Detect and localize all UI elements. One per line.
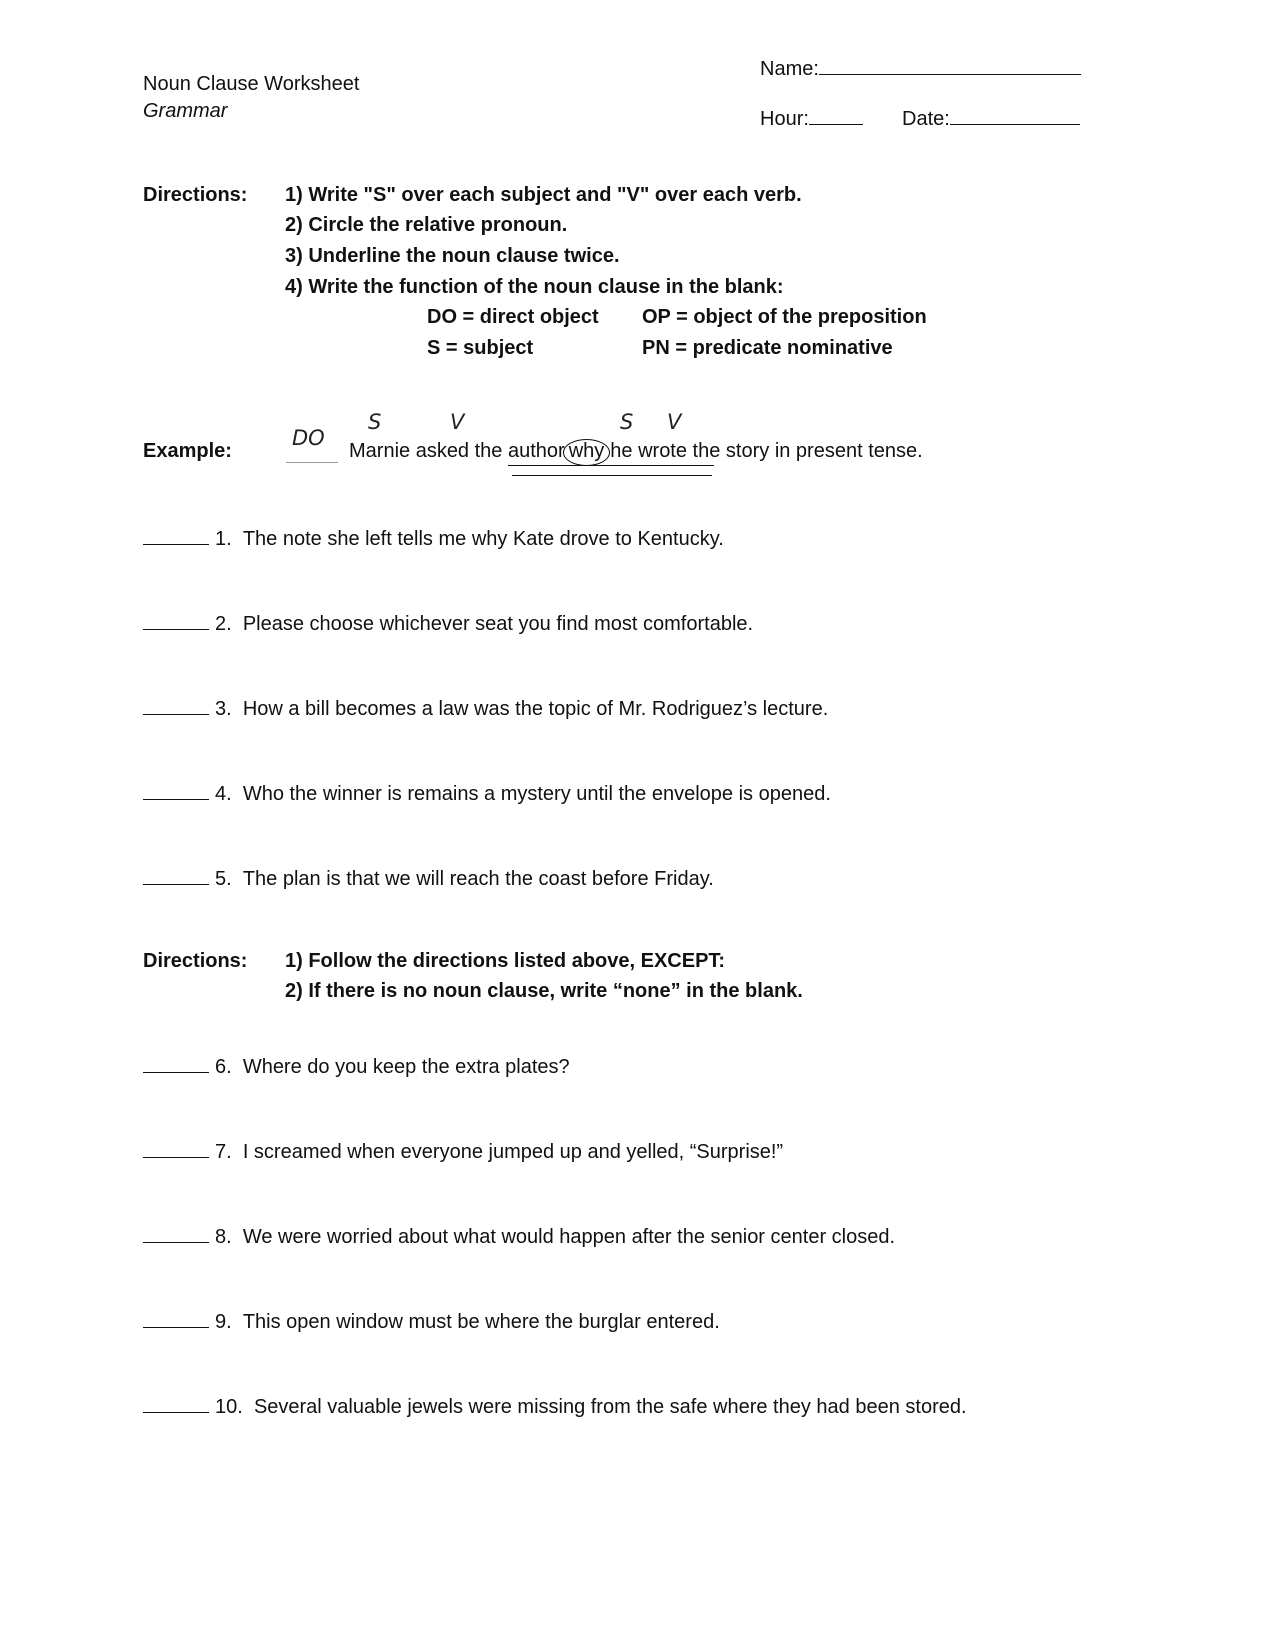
example-sentence [349, 441, 923, 466]
question-item [143, 866, 714, 889]
answer-blank[interactable] [143, 526, 209, 545]
hour-blank[interactable] [809, 106, 863, 125]
item-number: 1. [215, 528, 232, 550]
question-item [143, 1224, 895, 1247]
item-text: Several valuable jewels were missing from the safe where they had been stored. [253, 1396, 967, 1418]
item-text: The plan is that we will reach the coast before Friday. [242, 868, 714, 890]
answer-blank[interactable] [143, 1309, 209, 1328]
example-clause-end: he wrote [610, 440, 687, 462]
question-item [143, 611, 753, 634]
answer-blank[interactable] [143, 696, 209, 715]
item-text: We were worried about what would happen after the senior center closed. [242, 1226, 896, 1248]
worksheet-subtitle: Grammar [143, 100, 228, 122]
worksheet-title: Noun Clause Worksheet [143, 73, 360, 95]
question-item [143, 1139, 783, 1162]
date-label: Date: [902, 108, 950, 130]
legend-s: S = subject [427, 337, 534, 359]
legend-op: OP = object of the preposition [642, 306, 927, 328]
item-number: 2. [215, 613, 232, 635]
item-number: 4. [215, 783, 232, 805]
legend-pn: PN = predicate nominative [642, 337, 893, 359]
question-item [143, 1054, 570, 1077]
item-text: The note she left tells me why Kate drove to Kentucky. [242, 528, 724, 550]
example-subject-mark: S [620, 410, 634, 434]
item-text: This open window must be where the burglar entered. [242, 1311, 720, 1333]
hour-label: Hour: [760, 108, 809, 130]
question-item [143, 526, 724, 549]
example-underline [508, 465, 714, 466]
item-text: I screamed when everyone jumped up and yelled, “Surprise!” [242, 1141, 784, 1163]
item-number: 7. [215, 1141, 232, 1163]
example-label: Example: [143, 440, 232, 462]
direction-step: 2) Circle the relative pronoun. [285, 214, 568, 236]
answer-blank[interactable] [143, 611, 209, 630]
example-verb-mark: V [667, 410, 682, 434]
item-text: Where do you keep the extra plates? [242, 1056, 570, 1078]
question-item [143, 1309, 720, 1332]
direction-step: 1) Write "S" over each subject and "V" over each verb. [285, 184, 802, 206]
example-answer: DO [292, 426, 325, 450]
legend-do: DO = direct object [427, 306, 599, 328]
example-text-after: the story in present tense. [687, 440, 923, 462]
question-item [143, 781, 831, 804]
item-number: 6. [215, 1056, 232, 1078]
direction-step: 4) Write the function of the noun clause in the blank: [285, 276, 784, 298]
item-text: Please choose whichever seat you find most comfortable. [242, 613, 754, 635]
answer-blank[interactable] [143, 1054, 209, 1073]
example-verb-mark: V [450, 410, 465, 434]
name-field[interactable] [760, 56, 1081, 79]
item-number: 8. [215, 1226, 232, 1248]
example-subject-mark: S [368, 410, 382, 434]
name-blank[interactable] [819, 56, 1081, 75]
answer-blank[interactable] [143, 781, 209, 800]
item-text: Who the winner is remains a mystery until the envelope is opened. [242, 783, 831, 805]
item-text: How a bill becomes a law was the topic of Mr. Rodriguez’s lecture. [242, 698, 829, 720]
example-clause-start: author [507, 440, 565, 462]
direction-step: 2) If there is no noun clause, write “none” in the blank. [285, 980, 803, 1002]
answer-blank[interactable] [143, 1224, 209, 1243]
directions-label: Directions: [143, 950, 248, 972]
direction-step: 3) Underline the noun clause twice. [285, 245, 620, 267]
answer-blank[interactable] [143, 1394, 209, 1413]
direction-step: 1) Follow the directions listed above, EXCEPT: [285, 950, 726, 972]
item-number: 3. [215, 698, 232, 720]
example-answer-blank [286, 462, 338, 463]
answer-blank[interactable] [143, 866, 209, 885]
directions-label: Directions: [143, 184, 248, 206]
item-number: 10. [215, 1396, 243, 1418]
date-field[interactable] [902, 106, 1080, 129]
example-pronoun-circle: why [563, 439, 611, 466]
name-label: Name: [760, 58, 819, 80]
date-blank[interactable] [950, 106, 1080, 125]
question-item [143, 696, 828, 719]
example-underline [512, 475, 712, 476]
example-text-before: Marnie asked the [349, 440, 508, 462]
item-number: 5. [215, 868, 232, 890]
answer-blank[interactable] [143, 1139, 209, 1158]
question-item [143, 1394, 967, 1417]
item-number: 9. [215, 1311, 232, 1333]
hour-field[interactable] [760, 106, 863, 129]
